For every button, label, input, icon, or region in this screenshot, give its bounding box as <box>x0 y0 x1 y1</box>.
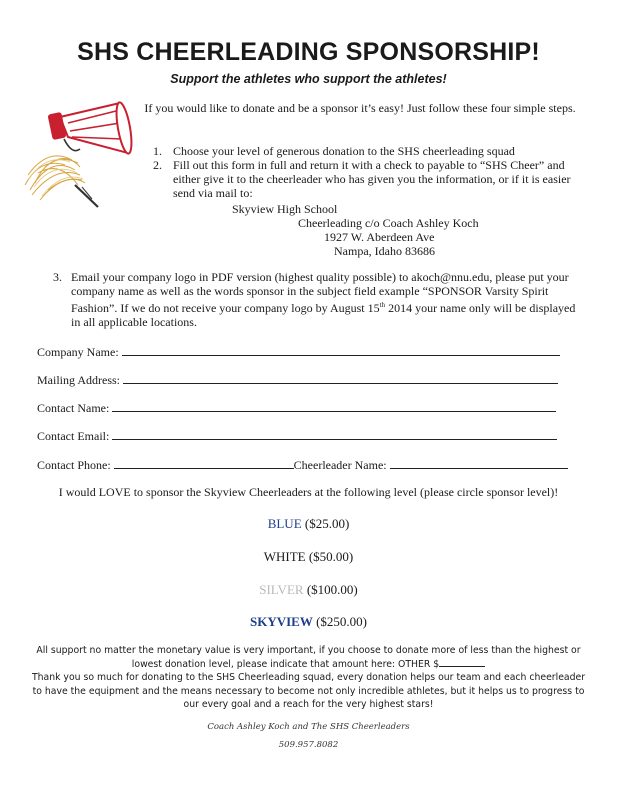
page-subtitle: Support the athletes who support the athletes! <box>170 72 447 86</box>
intro-text: If you would like to donate and be a sponsor it’s easy! Just follow these four simple steps. <box>144 101 576 115</box>
signature-name: Coach Ashley Koch and The SHS Cheerleaders <box>207 722 410 732</box>
level-amount: ($25.00) <box>301 516 350 531</box>
contact-name-label: Contact Name: <box>37 401 110 415</box>
contact-email-blank[interactable] <box>112 428 557 440</box>
contact-phone-field[interactable] <box>37 457 568 473</box>
company-name-field[interactable] <box>37 344 560 360</box>
step-text-part: Email your company logo in PDF version (highest quality possible) to akoch@nnu.edu, please put your company name as well as the words sponsor in the subject field example “SPONSOR Varsity Spirit Fashion”. If we do not receive your company logo by August 15 <box>71 270 569 315</box>
step-2 <box>153 158 583 200</box>
step-1 <box>153 144 583 158</box>
company-name-blank[interactable] <box>122 344 560 356</box>
level-blue[interactable] <box>0 516 617 532</box>
level-white[interactable] <box>0 549 617 565</box>
other-amount-blank[interactable] <box>439 658 485 667</box>
address-line-school: Skyview High School <box>232 202 338 216</box>
level-amount: ($250.00) <box>312 614 368 629</box>
steps-list <box>153 144 583 200</box>
contact-name-blank[interactable] <box>112 400 556 412</box>
footer-note-text: All support no matter the monetary value is very important, if you choose to donate more of less than the highest or lowest donation level, please indicate that amount here: OTHER $ <box>36 645 581 670</box>
mailing-address-field[interactable] <box>37 372 558 388</box>
footer-thanks: Thank you so much for donating to the SHS Cheerleading squad, every donation helps our team and each cheerleader to have the equipment and the means necessary to become not only incredible athletes, but it helps us to progress to our every goal and a reach for the very highest stars! <box>31 672 586 710</box>
signature-phone: 509.957.8082 <box>278 740 339 750</box>
level-name: SKYVIEW <box>249 614 313 629</box>
contact-phone-label: Contact Phone: <box>37 458 111 472</box>
level-name: WHITE <box>263 549 306 564</box>
level-amount: ($100.00) <box>303 582 358 597</box>
step-text <box>53 270 583 329</box>
superscript-th: th <box>379 301 386 309</box>
footer-text <box>30 644 587 712</box>
level-name: SILVER <box>259 582 304 597</box>
step-number: 1. <box>153 144 162 158</box>
footer-note <box>30 644 587 671</box>
step-text: Fill out this form in full and return it with a check to payable to “SHS Cheer” and either give it to the cheerleader who has given you the information, or if it is easier send via mail to: <box>173 158 571 200</box>
step-number: 3. <box>53 270 62 284</box>
level-silver[interactable] <box>0 582 617 598</box>
address-line-attn: Cheerleading c/o Coach Ashley Koch <box>298 216 479 230</box>
level-amount: ($50.00) <box>305 549 354 564</box>
contact-email-label: Contact Email: <box>37 429 110 443</box>
step-text: Choose your level of generous donation to the SHS cheerleading squad <box>173 144 515 158</box>
contact-email-field[interactable] <box>37 428 557 444</box>
step-3 <box>53 270 583 329</box>
level-name: BLUE <box>267 516 302 531</box>
cheerleader-name-blank[interactable] <box>390 457 568 469</box>
page-title: SHS CHEERLEADING SPONSORSHIP! <box>77 38 540 66</box>
step-number: 2. <box>153 158 162 172</box>
sponsor-level-prompt: I would LOVE to sponsor the Skyview Cheerleaders at the following level (please circle sponsor level)! <box>58 485 559 499</box>
step-text-part: 2014 your name only will be displayed in all applicable locations. <box>71 301 576 329</box>
megaphone-pompom-icon <box>20 95 140 215</box>
address-line-street: 1927 W. Aberdeen Ave <box>324 230 435 244</box>
contact-name-field[interactable] <box>37 400 556 416</box>
mailing-address-blank[interactable] <box>123 372 558 384</box>
cheerleader-name-label: Cheerleader Name: <box>293 458 387 472</box>
company-name-label: Company Name: <box>37 345 119 359</box>
address-line-city: Nampa, Idaho 83686 <box>334 244 435 258</box>
level-skyview[interactable] <box>0 614 617 630</box>
contact-phone-blank[interactable] <box>114 457 294 469</box>
mailing-address-label: Mailing Address: <box>37 373 120 387</box>
